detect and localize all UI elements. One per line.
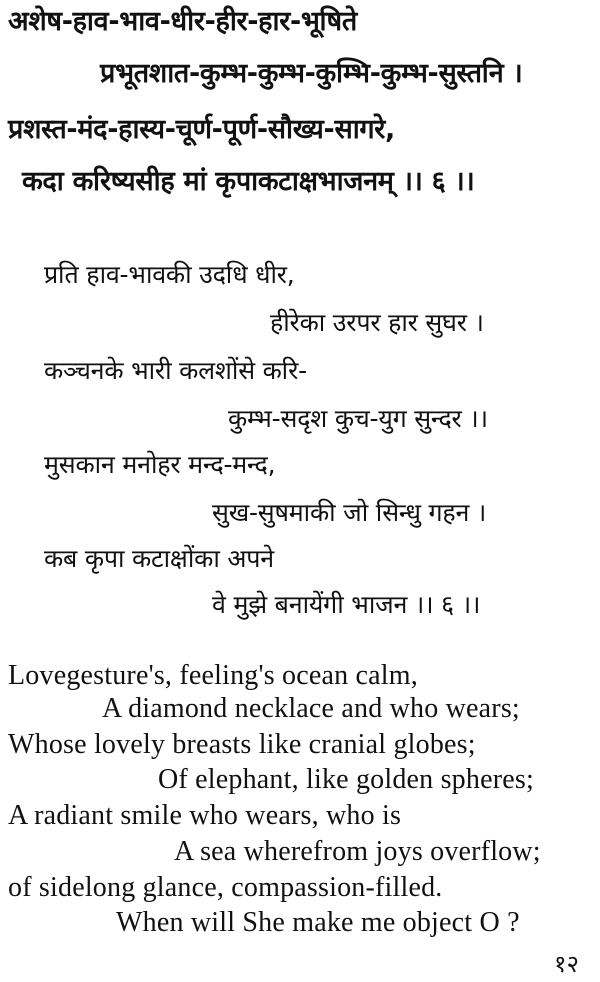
sanskrit-line-4: कदा करिष्यसीह मां कृपाकटाक्षभाजनम् ।। ६ ।। <box>22 166 475 197</box>
english-line-6: A sea wherefrom joys overflow; <box>174 836 541 867</box>
english-line-5: A radiant smile who wears, who is <box>8 800 402 831</box>
hindi-line-5: मुसकान मनोहर मन्द-मन्द, <box>44 450 276 479</box>
english-line-4: Of elephant, like golden spheres; <box>158 764 534 795</box>
page-number: १२ <box>554 950 579 978</box>
hindi-line-3: कञ्चनके भारी कलशोंसे करि- <box>44 356 307 385</box>
hindi-line-7: कब कृपा कटाक्षोंका अपने <box>44 544 274 573</box>
hindi-line-6: सुख-सुषमाकी जो सिन्धु गहन । <box>212 498 487 527</box>
english-line-1: Lovegesture's, feeling's ocean calm, <box>8 660 418 691</box>
english-line-7: of sidelong glance, compassion-filled. <box>8 872 443 903</box>
hindi-line-1: प्रति हाव-भावकी उदधि धीर, <box>44 260 295 289</box>
hindi-line-8: वे मुझे बनायेंगी भाजन ।। ६ ।। <box>212 590 481 619</box>
sanskrit-line-1: अशेष-हाव-भाव-धीर-हीर-हार-भूषिते <box>8 6 357 37</box>
english-line-2: A diamond necklace and who wears; <box>102 693 520 724</box>
sanskrit-line-2: प्रभूतशात-कुम्भ-कुम्भ-कुम्भि-कुम्भ-सुस्तनि । <box>100 58 523 89</box>
english-line-8: When will She make me object O ? <box>116 907 520 938</box>
hindi-line-4: कुम्भ-सदृश कुच-युग सुन्दर ।। <box>228 404 488 433</box>
hindi-line-2: हीरेका उरपर हार सुघर । <box>270 308 484 337</box>
sanskrit-line-3: प्रशस्त-मंद-हास्य-चूर्ण-पूर्ण-सौख्य-सागरे, <box>8 114 395 145</box>
english-line-3: Whose lovely breasts like cranial globes; <box>8 729 476 760</box>
